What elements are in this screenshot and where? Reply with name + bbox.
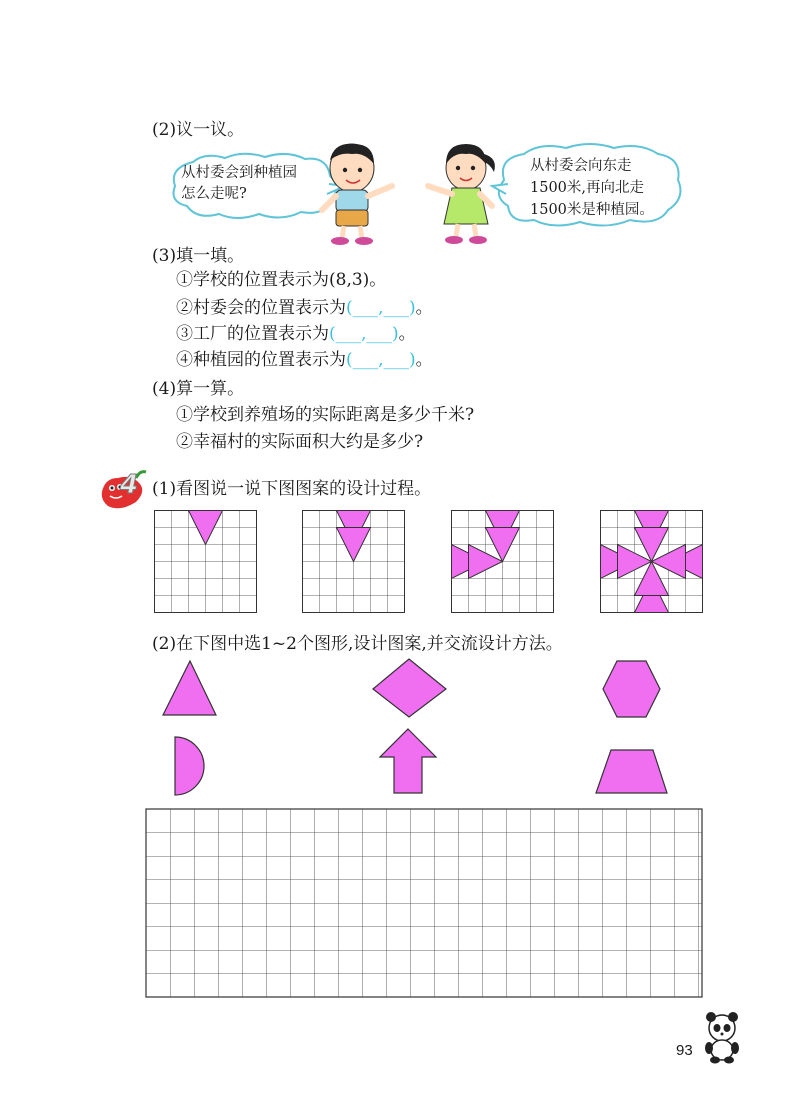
period: 。: [415, 350, 433, 370]
trapezoid-shape: [596, 750, 667, 793]
exercise-number: 4: [120, 470, 139, 500]
arrow-shape: [380, 729, 436, 793]
part3-line3: [176, 324, 416, 344]
period: 。: [415, 298, 433, 318]
girl-speech-line1: 从村委会向东走: [530, 158, 632, 174]
page-number: 93: [676, 1042, 693, 1059]
boy-speech-line1: 从村委会到种植园: [181, 165, 297, 181]
part3-heading: (3)填一填。: [152, 246, 245, 266]
part3-line3-text: ③工厂的位置表示为: [176, 324, 329, 344]
pattern-grid-step1: [154, 510, 258, 614]
pattern-grid-step2: [302, 510, 406, 614]
part3-line2-text: ②村委会的位置表示为: [176, 298, 346, 318]
exercise4-q2: (2)在下图中选1~2个图形,设计图案,并交流设计方法。: [152, 634, 563, 654]
part3-line4-text: ④种植园的位置表示为: [176, 350, 346, 370]
pattern-grid-step3: [451, 510, 555, 614]
triangle-shape: [163, 661, 216, 715]
semicircle-shape: [175, 737, 204, 795]
answer-blank[interactable]: (___,___): [346, 298, 416, 318]
shape-palette: [150, 655, 710, 801]
girl-speech-line3: 1500米是种植园。: [530, 202, 654, 218]
boy-illustration: [312, 138, 404, 248]
pattern-grid-step4: [600, 510, 704, 614]
part4-q1: ①学校到养殖场的实际距离是多少千米?: [176, 405, 475, 425]
rhombus-shape: [373, 659, 446, 717]
answer-blank[interactable]: (___,___): [346, 350, 416, 370]
boy-speech-line2: 怎么走呢?: [181, 186, 247, 202]
hexagon-shape: [603, 661, 660, 717]
part4-heading: (4)算一算。: [152, 379, 245, 399]
part3-line1: ①学校的位置表示为(8,3)。: [176, 270, 387, 290]
part3-line2: [176, 298, 433, 318]
part4-q2: ②幸福村的实际面积大约是多少?: [176, 432, 424, 452]
answer-blank[interactable]: (___,___): [329, 324, 399, 344]
design-grid[interactable]: [145, 808, 705, 1000]
part3-line4: [176, 350, 433, 370]
period: 。: [398, 324, 416, 344]
girl-speech-line2: 1500米,再向北走: [530, 180, 645, 196]
panda-mascot-icon: [700, 1012, 744, 1064]
exercise4-q1: (1)看图说一说下图图案的设计过程。: [152, 479, 432, 499]
part2-heading: (2)议一议。: [152, 120, 245, 140]
